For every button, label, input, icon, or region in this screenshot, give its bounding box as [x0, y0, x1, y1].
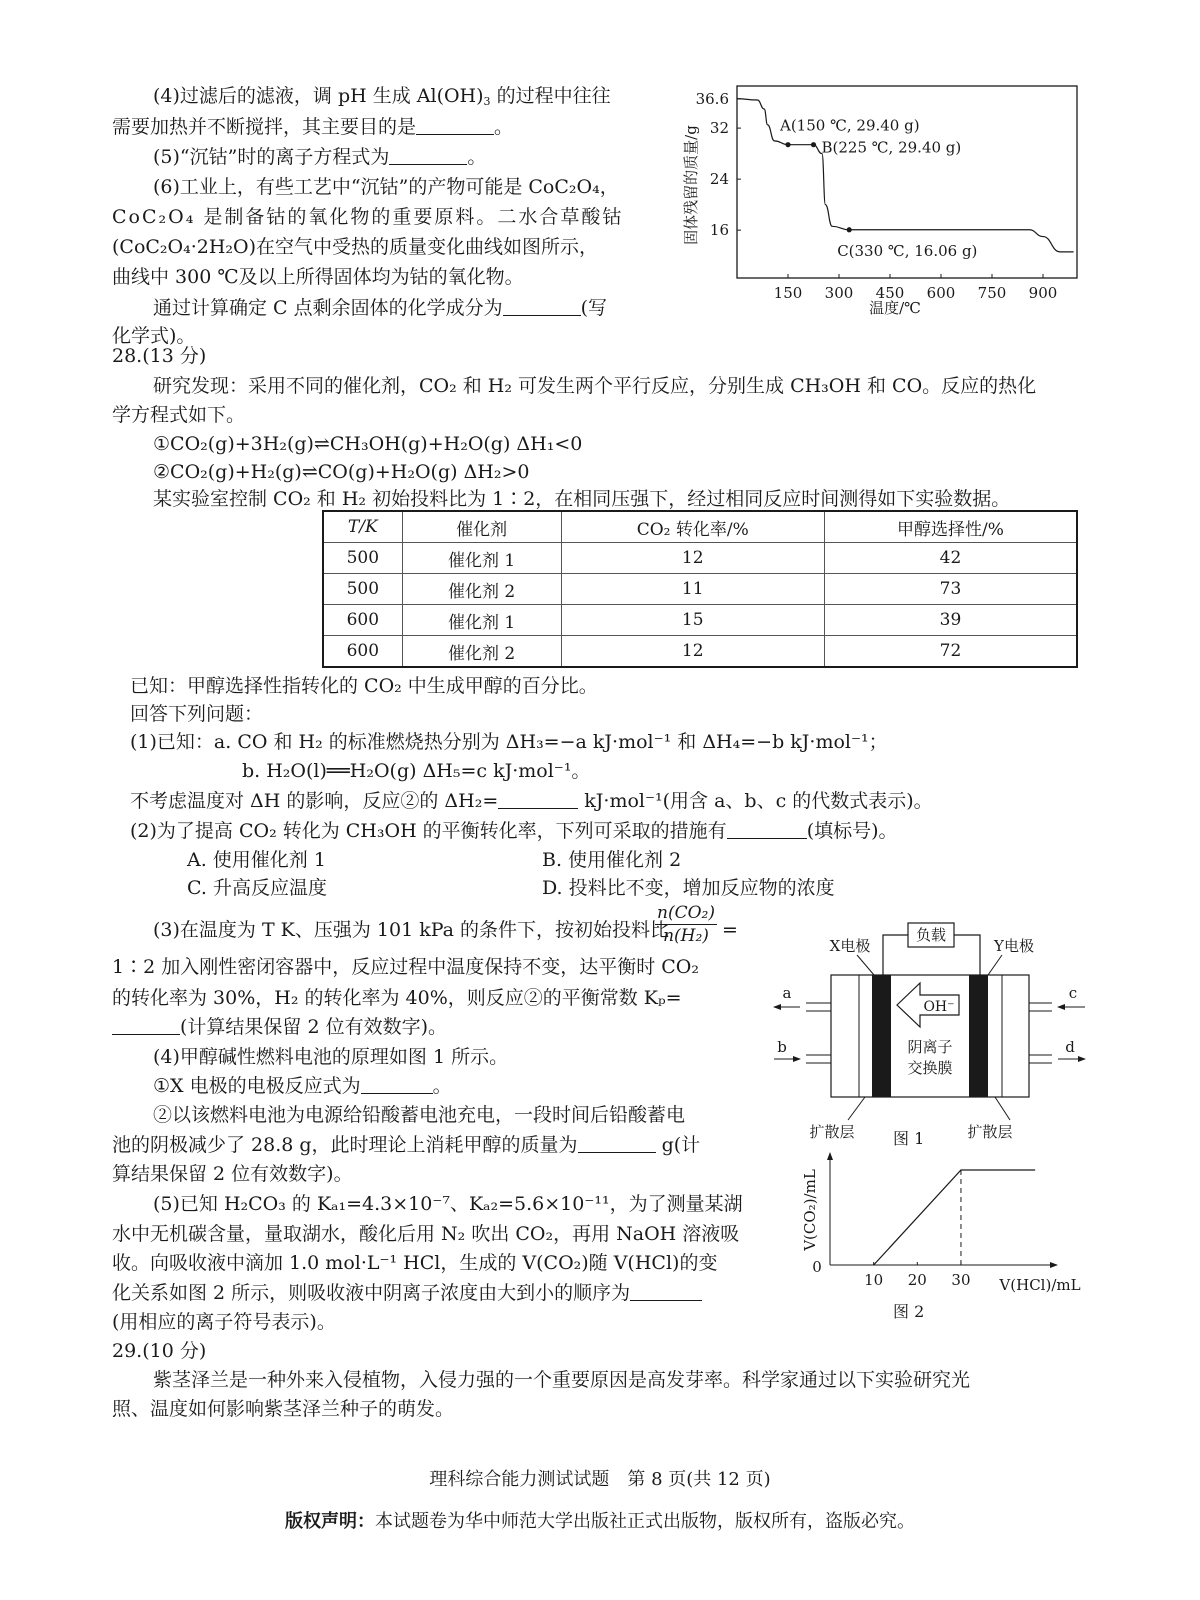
left-diffusion-pointer — [848, 1097, 865, 1120]
q28-part1-line2: b. H₂O(l)══H₂O(g) ΔH₅=c kJ·mol⁻¹。 — [242, 760, 591, 782]
answer-blank[interactable] — [112, 1016, 180, 1035]
answer-blank[interactable] — [416, 116, 494, 135]
q27-part6-line3: (CoC₂O₄·2H₂O)在空气中受热的质量变化曲线如图所示， — [112, 236, 599, 258]
copyright-notice — [0, 1507, 1200, 1533]
mass-temperature-chart — [660, 75, 1080, 330]
table-cell: 催化剂 2 — [402, 636, 561, 668]
q28-part5-line1: (5)已知 H₂CO₃ 的 Kₐ₁=4.3×10⁻⁷、Kₐ₂=5.6×10⁻¹¹，为了测量某湖 — [153, 1193, 743, 1215]
q28-part3-line3: 的转化率为 30%，H₂ 的转化率为 40%，则反应②的平衡常数 Kₚ= — [112, 987, 682, 1009]
y-electrode-pointer — [988, 955, 1002, 975]
y-electrode-label: Y电极 — [994, 937, 1034, 955]
q28-part5-line4: 化关系如图 2 所示，则吸收液中阴离子浓度由大到小的顺序为 — [112, 1279, 702, 1307]
copyright-text: 本试题卷为华中师范大学出版社正式出版物，版权所有，盗版必究。 — [375, 1511, 915, 1532]
table-row — [323, 574, 1077, 605]
x-tick-label: 10 — [864, 1271, 884, 1289]
co2-hcl-chart — [770, 1150, 1100, 1315]
answer-blank[interactable] — [389, 146, 467, 165]
q27-part4-line2: 需要加热并不断搅拌，其主要目的是 。 — [112, 116, 514, 138]
co2-volume-line — [874, 1170, 1036, 1265]
port-c-label: c — [1068, 984, 1078, 1002]
y-tick-label: 32 — [709, 119, 729, 138]
right-diffusion-label: 扩散层 — [967, 1123, 1013, 1141]
q27-part6-line2: CoC₂O₄ 是制备钴的氧化物的重要原料。二水合草酸钴 — [112, 206, 624, 228]
co2-hcl-chart-svg — [770, 1150, 1100, 1310]
data-point — [811, 142, 816, 147]
answer-prompt: 回答下列问题： — [130, 703, 264, 725]
port-b-label: b — [777, 1038, 787, 1056]
x-electrode — [872, 975, 891, 1097]
page-footer: 理科综合能力测试试题 第 8 页(共 12 页) — [429, 1469, 771, 1490]
y-tick-label: 36.6 — [695, 89, 729, 108]
x-tick-label: 450 — [875, 284, 905, 302]
q28-part4-line1: (4)甲醇碱性燃料电池的原理如图 1 所示。 — [153, 1046, 509, 1068]
x-axis-label: V(HCl)/mL — [999, 1276, 1081, 1294]
q29-line1: 紫茎泽兰是一种外来入侵植物，入侵力强的一个重要原因是高发芽率。科学家通过以下实验研究光 — [153, 1369, 971, 1391]
x-tick-label: 300 — [824, 284, 854, 302]
table-header-row — [323, 511, 1077, 543]
q28-heading: 28.(13 分) — [112, 345, 207, 367]
data-point — [785, 142, 790, 147]
figure1-caption: 图 1 — [893, 1129, 925, 1148]
table-cell: 催化剂 1 — [402, 605, 561, 636]
q28-part5-line2: 水中无机碳含量，量取湖水，酸化后用 N₂ 吹出 CO₂，再用 NaOH 溶液吸 — [112, 1223, 740, 1245]
q28-intro-line2: 学方程式如下。 — [112, 404, 246, 426]
x-electrode-pointer — [857, 955, 874, 975]
answer-blank[interactable] — [630, 1282, 702, 1301]
fraction-numerator: n(CO₂) — [657, 903, 715, 923]
q28-part3-line4: (计算结果保留 2 位有效数字)。 — [112, 1013, 447, 1041]
fuel-cell-diagram — [740, 895, 1100, 1150]
known-note: 已知：甲醇选择性指转化的 CO₂ 中生成甲醇的百分比。 — [130, 675, 598, 697]
q29-heading: 29.(10 分) — [112, 1340, 207, 1362]
x-tick-label: 30 — [951, 1271, 971, 1289]
q28-part4-line4: 池的阴极减少了 28.8 g，此时理论上消耗甲醇的质量为 g(计 — [112, 1134, 701, 1156]
table-row — [323, 636, 1077, 668]
option-c: C. 升高反应温度 — [187, 877, 327, 899]
y-axis-label: V(CO₂)/mL — [801, 1169, 819, 1251]
reaction-equation-2: ②CO₂(g)+H₂(g)⇌CO(g)+H₂O(g) ΔH₂>0 — [153, 461, 530, 483]
answer-blank[interactable] — [498, 790, 578, 809]
point-annotation: A(150 ℃, 29.40 g) — [780, 116, 920, 135]
copyright-label: 版权声明： — [285, 1511, 375, 1532]
table-cell: 催化剂 2 — [402, 574, 561, 605]
right-diffusion-pointer — [995, 1097, 1010, 1120]
table-cell: 12 — [561, 543, 824, 574]
q28-part4-line5: 算结果保留 2 位有效数字)。 — [112, 1163, 353, 1185]
q27-part4-line1: (4)过滤后的滤液，调 pH 生成 $Al(OH)_3$ 的过程中往往 — [153, 85, 611, 108]
table-cell: 催化剂 1 — [402, 543, 561, 574]
x-electrode-label: X电极 — [829, 937, 871, 955]
fraction-equals: = — [722, 919, 738, 941]
q28-part2-line1: (2)为了提高 CO₂ 转化为 CH₃OH 的平衡转化率，下列可采取的措施有 (填标号)。 — [130, 820, 898, 842]
table-cell: 39 — [824, 605, 1077, 636]
fraction-denominator: n(H₂) — [663, 926, 709, 946]
q28-intro-line1: 研究发现：采用不同的催化剂，CO₂ 和 H₂ 可发生两个平行反应，分别生成 CH₃OH 和 CO。反应的热化 — [153, 375, 1037, 397]
table-header: 甲醇选择性/% — [824, 511, 1077, 543]
left-diffusion-label: 扩散层 — [809, 1123, 855, 1141]
table-header: 催化剂 — [402, 511, 561, 543]
table-cell: 73 — [824, 574, 1077, 605]
q27-part5: (5)“沉钴”时的离子方程式为 。 — [153, 146, 487, 168]
q27-part6-line6: 化学式)。 — [112, 325, 196, 347]
mass-temperature-chart-svg — [660, 75, 1080, 325]
x-tick-label: 750 — [977, 284, 1007, 302]
x-axis-label: 温度/℃ — [869, 299, 921, 317]
q29-line2: 照、温度如何影响紫茎泽兰种子的萌发。 — [112, 1398, 455, 1420]
table-cell: 11 — [561, 574, 824, 605]
figure2-caption: 图 2 — [893, 1302, 925, 1321]
table-header: CO₂ 转化率/% — [561, 511, 824, 543]
table-cell: 42 — [824, 543, 1077, 574]
q28-part3-line1: (3)在温度为 T K、压强为 101 kPa 的条件下，按初始投料比 — [153, 919, 670, 941]
cell-body — [831, 975, 1029, 1097]
q28-part4-line2: ①X 电极的电极反应式为 。 — [153, 1075, 452, 1097]
y-tick-label: 24 — [709, 170, 729, 189]
feed-ratio-fraction — [655, 902, 717, 947]
port-d-label: d — [1065, 1038, 1075, 1056]
table-cell: 600 — [323, 636, 402, 668]
table-cell: 500 — [323, 574, 402, 605]
q27-part6-line4: 曲线中 300 ℃及以上所得固体均为钴的氧化物。 — [112, 266, 524, 288]
x-tick-label: 600 — [926, 284, 956, 302]
x-tick-label: 150 — [773, 284, 803, 302]
answer-blank[interactable] — [503, 297, 581, 316]
y-tick-label: 16 — [709, 221, 729, 240]
table-row — [323, 605, 1077, 636]
q27-part6-line1: (6)工业上，有些工艺中“沉钴”的产物可能是 CoC₂O₄， — [153, 176, 619, 198]
point-annotation: B(225 ℃, 29.40 g) — [821, 138, 962, 157]
option-b: B. 使用催化剂 2 — [542, 849, 682, 871]
membrane-label-line2: 交换膜 — [907, 1059, 953, 1077]
option-a: A. 使用催化剂 1 — [187, 849, 326, 871]
reaction-equation-1: ①CO₂(g)+3H₂(g)⇌CH₃OH(g)+H₂O(g) ΔH₁<0 — [153, 433, 583, 455]
left-ports — [806, 1003, 831, 1063]
experiment-description: 某实验室控制 CO₂ 和 H₂ 初始投料比为 1∶2，在相同压强下，经过相同反应时间测得如下实验数据。 — [153, 488, 1011, 510]
answer-blank[interactable] — [578, 1134, 656, 1153]
table-cell: 12 — [561, 636, 824, 668]
q28-part4-line3: ②以该燃料电池为电源给铅酸蓄电池充电，一段时间后铅酸蓄电 — [153, 1104, 686, 1126]
origin-label: 0 — [812, 1258, 822, 1276]
y-axis-label: 固体残留的质量/g — [682, 125, 700, 245]
table-header: T/K — [323, 511, 402, 543]
hydroxide-label: OH⁻ — [923, 999, 955, 1015]
right-ports — [1029, 1003, 1052, 1063]
table-row — [323, 543, 1077, 574]
answer-blank[interactable] — [361, 1075, 433, 1094]
table-cell: 500 — [323, 543, 402, 574]
table-cell: 15 — [561, 605, 824, 636]
q28-part3-line2: 1∶2 加入刚性密闭容器中，反应过程中温度保持不变，达平衡时 CO₂ — [112, 956, 699, 978]
table-cell: 600 — [323, 605, 402, 636]
q28-part5-line3: 收。向吸收液中滴加 1.0 mol·L⁻¹ HCl，生成的 V(CO₂)随 V(HCl)的变 — [112, 1252, 718, 1274]
port-a-label: a — [782, 984, 792, 1002]
q28-part1-line1: (1)已知：a. CO 和 H₂ 的标准燃烧热分别为 ΔH₃=−a kJ·mol⁻¹ 和 ΔH₄=−b kJ·mol⁻¹； — [130, 731, 888, 753]
membrane-label-line1: 阴离子 — [907, 1038, 953, 1056]
experiment-data-table — [322, 510, 1078, 668]
answer-blank[interactable] — [727, 820, 807, 839]
x-tick-label: 900 — [1028, 284, 1058, 302]
data-point — [847, 227, 852, 232]
table-cell: 72 — [824, 636, 1077, 668]
point-annotation: C(330 ℃, 16.06 g) — [837, 241, 978, 260]
y-electrode — [969, 975, 988, 1097]
q28-part1-line3: 不考虑温度对 ΔH 的影响，反应②的 ΔH₂= kJ·mol⁻¹(用含 a、b、c 的代数式表示)。 — [130, 790, 933, 812]
q28-part5-line5: (用相应的离子符号表示)。 — [112, 1311, 336, 1333]
load-label: 负载 — [915, 926, 947, 944]
x-tick-label: 20 — [907, 1271, 927, 1289]
option-d: D. 投料比不变，增加反应物的浓度 — [542, 877, 835, 899]
fuel-cell-svg — [740, 895, 1100, 1145]
q27-part6-line5: 通过计算确定 C 点剩余固体的化学成分为 (写 — [153, 297, 608, 319]
